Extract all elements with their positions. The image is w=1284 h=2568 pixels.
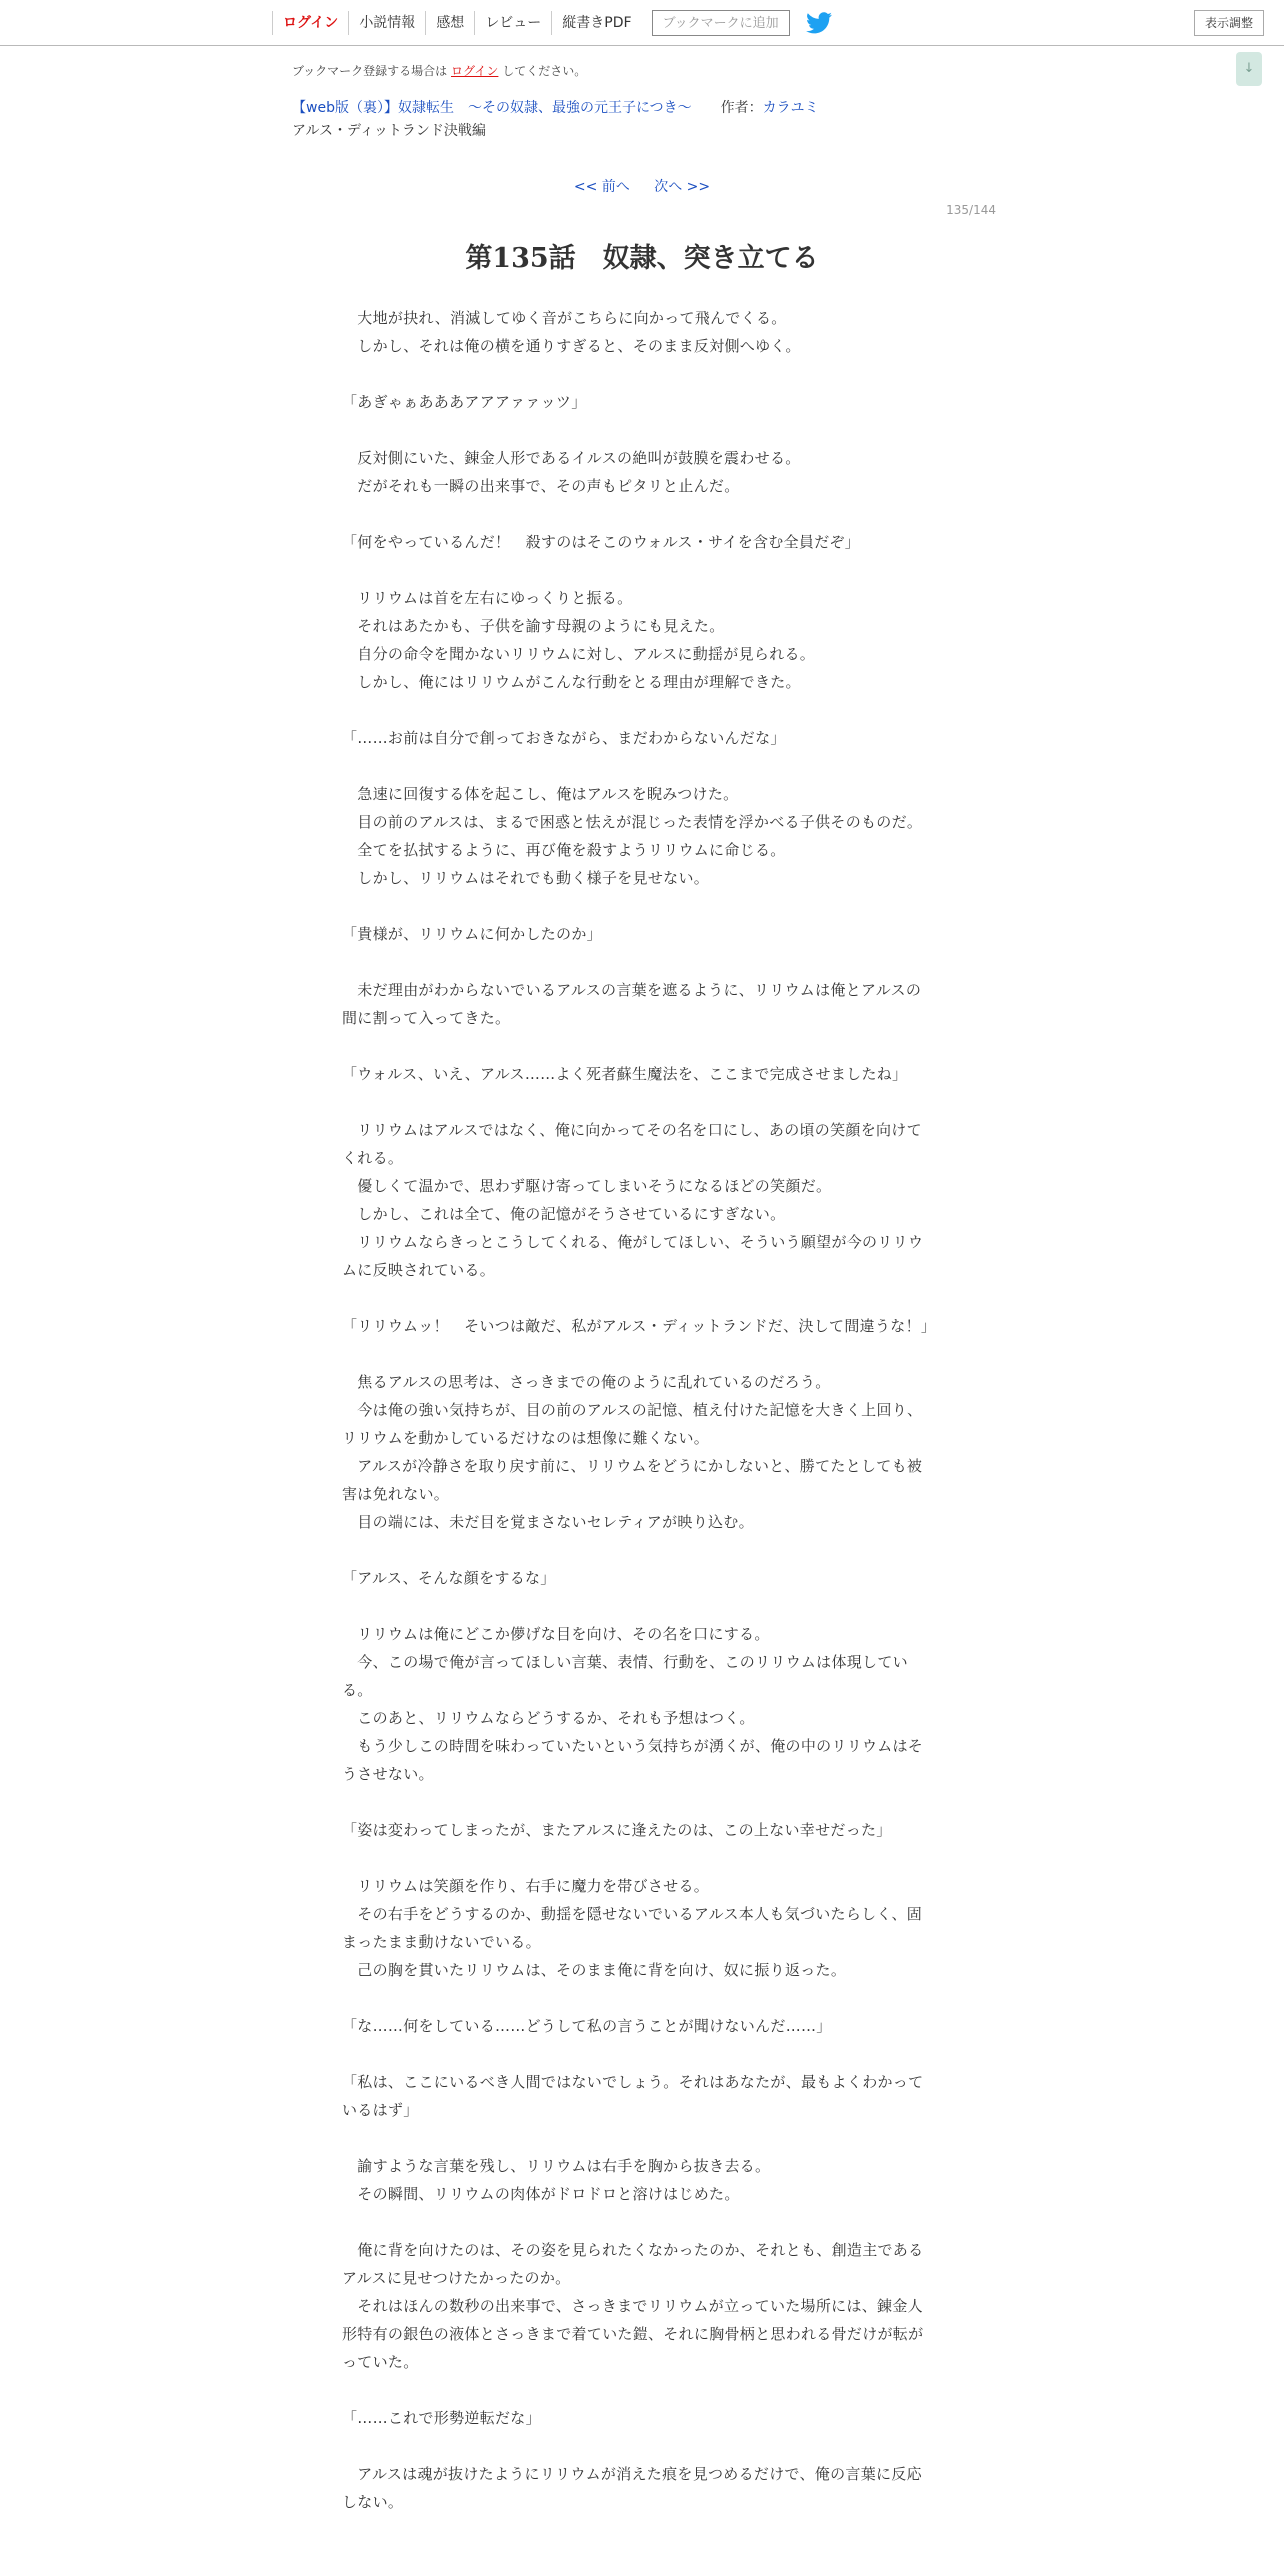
body-paragraph: しかし、それは俺の横を通りすぎると、そのまま反対側へゆく。 <box>342 337 801 355</box>
body-paragraph: それはほんの数秒の出来事で、さっきまでリリウムが立っていた場所には、錬金人形特有の銀色の液体とさっきまで着ていた鎧、それに胸骨柄と思われる骨だけが転がっていた。 <box>342 2297 924 2371</box>
body-paragraph: 「……お前は自分で創っておきながら、まだわからないんだな」 <box>342 729 786 747</box>
body-paragraph: 「貴様が、リリウムに何かしたのか」 <box>342 925 602 943</box>
review-link[interactable]: レビュー <box>474 11 551 35</box>
login-link[interactable]: ログイン <box>272 11 348 35</box>
prev-chapter-link[interactable]: << 前へ <box>573 179 630 195</box>
body-paragraph <box>342 2208 936 2236</box>
body-paragraph: リリウムは笑顔を作り、右手に魔力を帯びさせる。 <box>342 1877 710 1895</box>
body-paragraph <box>342 360 936 388</box>
body-paragraph: 自分の命令を聞かないリリウムに対し、アルスに動揺が見られる。 <box>342 645 816 663</box>
body-paragraph: しかし、俺にはリリウムがこんな行動をとる理由が理解できた。 <box>342 673 801 691</box>
body-paragraph <box>342 2376 936 2404</box>
body-paragraph: 「アルス、そんな顔をするな」 <box>342 1569 556 1587</box>
chapter-title: 第135話 奴隷、突き立てる <box>465 243 819 274</box>
body-paragraph: 「……これで形勢逆転だな」 <box>342 2409 541 2427</box>
author-label: 作者： <box>720 100 763 116</box>
body-paragraph <box>342 2432 936 2460</box>
impressions-link[interactable]: 感想 <box>425 11 474 35</box>
body-paragraph <box>342 2124 936 2152</box>
body-paragraph: 「な……何をしている……どうして私の言うことが聞けないんだ……」 <box>342 2017 832 2035</box>
body-paragraph: 目の端には、未だ目を覚まさないセレティアが映り込む。 <box>342 1513 754 1531</box>
body-paragraph: 「姿は変わってしまったが、またアルスに逢えたのは、この上ない幸せだった」 <box>342 1821 892 1839</box>
body-paragraph: しかし、これは全て、俺の記憶がそうさせているにすぎない。 <box>342 1205 786 1223</box>
body-paragraph <box>342 752 936 780</box>
body-paragraph: 急速に回復する体を起こし、俺はアルスを睨みつけた。 <box>342 785 739 803</box>
body-paragraph: 今は俺の強い気持ちが、目の前のアルスの記憶、植え付けた記憶を大きく上回り、リリウムを動かしているだけなのは想像に難くない。 <box>342 1401 923 1447</box>
bookmark-login-notice <box>292 62 586 79</box>
body-paragraph: 目の前のアルスは、まるで困惑と怯えが混じった表情を浮かべる子供そのものだ。 <box>342 813 923 831</box>
vertical-pdf-link[interactable]: 縦書きPDF <box>551 11 641 35</box>
body-paragraph: 反対側にいた、錬金人形であるイルスの絶叫が鼓膜を震わせる。 <box>342 449 801 467</box>
body-paragraph: 未だ理由がわからないでいるアルスの言葉を遮るように、リリウムは俺とアルスの間に割って入ってきた。 <box>342 981 922 1027</box>
author-link[interactable]: カラユミ <box>762 100 819 116</box>
body-paragraph: それはあたかも、子供を諭す母親のようにも見えた。 <box>342 617 725 635</box>
body-paragraph: リリウムならきっとこうしてくれる、俺がしてほしい、そういう願望が今のリリウムに反映されている。 <box>342 1233 924 1279</box>
chapter-pager <box>0 176 1284 196</box>
body-paragraph: 「ウォルス、いえ、アルス……よく死者蘇生魔法を、ここまで完成させましたね」 <box>342 1065 908 1083</box>
next-chapter-link[interactable]: 次へ >> <box>654 179 711 195</box>
body-paragraph: その右手をどうするのか、動揺を隠せないでいるアルス本人も気づいたらしく、固まったまま動けないでいる。 <box>342 1905 923 1951</box>
body-paragraph <box>342 2040 936 2068</box>
add-bookmark-button[interactable]: ブックマークに追加 <box>652 10 790 36</box>
notice-prefix: ブックマーク登録する場合は <box>292 64 448 78</box>
body-paragraph: リリウムは首を左右にゆっくりと振る。 <box>342 589 633 607</box>
body-paragraph <box>342 556 936 584</box>
body-paragraph <box>342 1032 936 1060</box>
chapter-group-title: アルス・ディットランド決戦編 <box>292 123 486 139</box>
series-title-link[interactable]: 【web版（裏）】奴隷転生 ～その奴隷、最強の元王子につき～ <box>292 100 692 116</box>
body-paragraph <box>342 500 936 528</box>
body-paragraph: 「リリウムッ！ そいつは敵だ、私がアルス・ディットランドだ、決して間違うな！」 <box>342 1317 937 1335</box>
body-paragraph <box>342 696 936 724</box>
nav-menu <box>272 0 832 46</box>
body-paragraph: 諭すような言葉を残し、リリウムは右手を胸から抜き去る。 <box>342 2157 771 2175</box>
body-paragraph <box>342 1340 936 1368</box>
body-paragraph: 「何をやっているんだ！ 殺すのはそこのウォルス・サイを含む全員だぞ」 <box>342 533 861 551</box>
body-paragraph <box>342 1284 936 1312</box>
body-paragraph: 己の胸を貫いたリリウムは、そのまま俺に背を向け、奴に振り返った。 <box>342 1961 847 1979</box>
body-paragraph: その瞬間、リリウムの肉体がドロドロと溶けはじめた。 <box>342 2185 740 2203</box>
body-paragraph <box>342 416 936 444</box>
body-paragraph: だがそれも一瞬の出来事で、その声もピタリと止んだ。 <box>342 477 740 495</box>
twitter-bird-icon[interactable] <box>806 12 832 34</box>
body-paragraph <box>342 948 936 976</box>
body-paragraph: 焦るアルスの思考は、さっきまでの俺のように乱れているのだろう。 <box>342 1373 831 1391</box>
body-paragraph: リリウムはアルスではなく、俺に向かってその名を口にし、あの頃の笑顔を向けてくれる。 <box>342 1121 922 1167</box>
body-paragraph: しかし、リリウムはそれでも動く様子を見せない。 <box>342 869 710 887</box>
body-paragraph: 優しくて温かで、思わず駆け寄ってしまいそうになるほどの笑顔だ。 <box>342 1177 832 1195</box>
series-header <box>292 97 819 117</box>
body-paragraph <box>342 1844 936 1872</box>
body-paragraph: 「あぎゃぁあああアアアァァッツ」 <box>342 393 587 411</box>
body-paragraph: 「私は、ここにいるべき人間ではないでしょう。それはあなたが、最もよくわかっているはず」 <box>342 2073 924 2119</box>
body-paragraph: アルスは魂が抜けたようにリリウムが消えた痕を見つめるだけで、俺の言葉に反応しない。 <box>342 2465 922 2511</box>
body-paragraph: アルスが冷静さを取り戻す前に、リリウムをどうにかしないと、勝てたとしても被害は免れない。 <box>342 1457 923 1503</box>
body-paragraph <box>342 1984 936 2012</box>
scroll-down-button[interactable]: ↓ <box>1236 52 1262 86</box>
body-paragraph <box>342 892 936 920</box>
notice-suffix: してください。 <box>502 64 587 78</box>
body-paragraph <box>342 1788 936 1816</box>
body-paragraph: もう少しこの時間を味わっていたいという気持ちが湧くが、俺の中のリリウムはそうさせない。 <box>342 1737 924 1783</box>
body-paragraph: このあと、リリウムならどうするか、それも予想はつく。 <box>342 1709 755 1727</box>
novel-info-link[interactable]: 小説情報 <box>348 11 425 35</box>
notice-login-link[interactable]: ログイン <box>451 64 499 78</box>
display-adjust-button[interactable]: 表示調整 <box>1194 10 1264 36</box>
body-paragraph <box>342 1088 936 1116</box>
top-navigation-bar <box>0 0 1284 46</box>
novel-body <box>342 304 936 2516</box>
chapter-count: 135/144 <box>946 203 996 217</box>
body-paragraph: 全てを払拭するように、再び俺を殺すようリリウムに命じる。 <box>342 841 786 859</box>
body-paragraph <box>342 1536 936 1564</box>
body-paragraph: 大地が抉れ、消滅してゆく音がこちらに向かって飛んでくる。 <box>342 309 787 327</box>
body-paragraph: 俺に背を向けたのは、その姿を見られたくなかったのか、それとも、創造主であるアルスに見せつけたかったのか。 <box>342 2241 924 2287</box>
body-paragraph: 今、この場で俺が言ってほしい言葉、表情、行動を、このリリウムは体現している。 <box>342 1653 908 1699</box>
body-paragraph: リリウムは俺にどこか儚げな目を向け、その名を口にする。 <box>342 1625 770 1643</box>
body-paragraph <box>342 1592 936 1620</box>
